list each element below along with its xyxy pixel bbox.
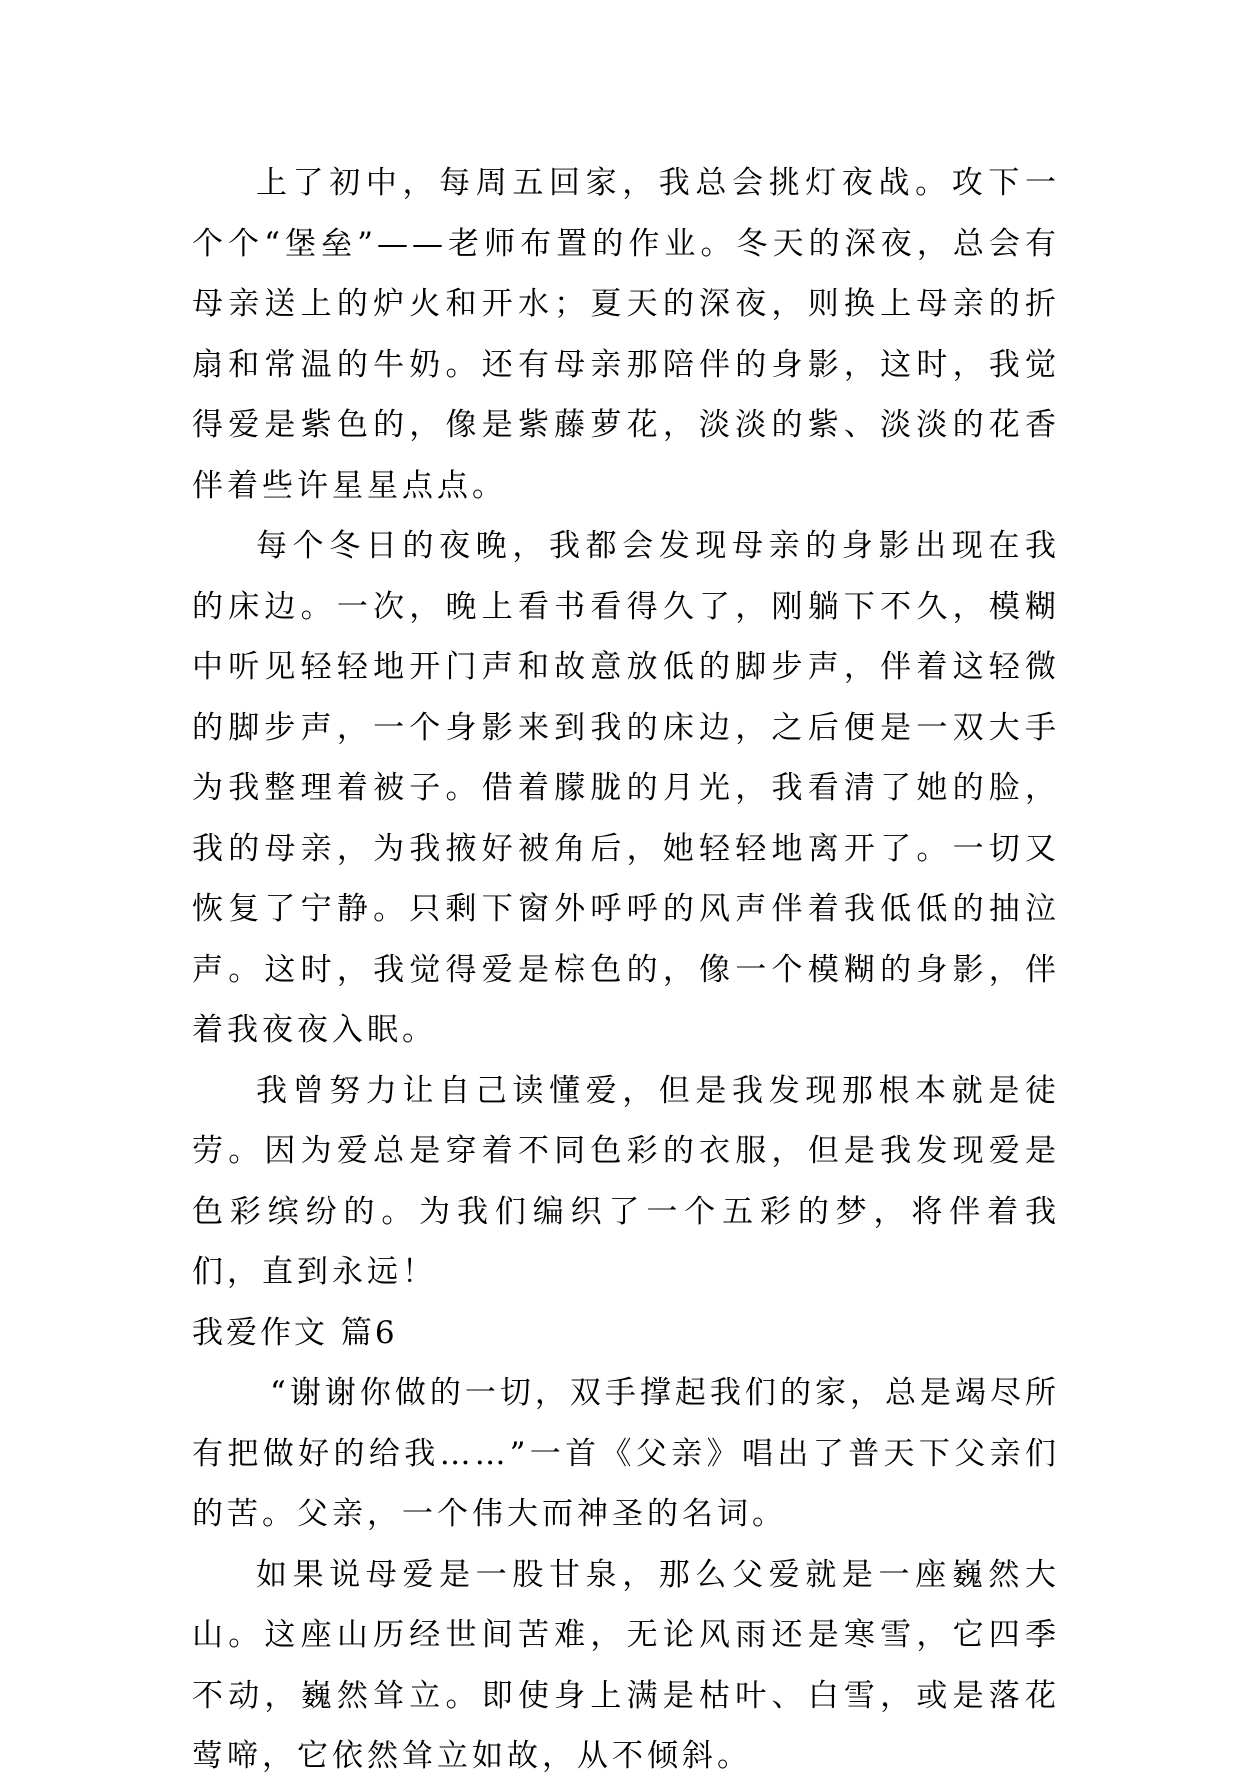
document-body	[192, 153, 1060, 1787]
paragraph-father-song: “谢谢你做的一切，双手撑起我们的家，总是竭尽所有把做好的给我……”一首《父亲》唱出了普天下父亲们的苦。父亲，一个伟大而神圣的名词。	[192, 1375, 1060, 1532]
paragraph-brown-love: 每个冬日的夜晚，我都会发现母亲的身影出现在我的床边。一次，晚上看书看得久了，刚躺下不久，模糊中听见轻轻地开门声和故意放低的脚步声，伴着这轻微的脚步声，一个身影来到我的床边，之后便是一双大手为我整理着被子。借着朦胧的月光，我看清了她的脸，我的母亲，为我掖好被角后，她轻轻地离开了。一切又恢复了宁静。只剩下窗外呼呼的风声伴着我低低的抽泣声。这时，我觉得爱是棕色的，像一个模糊的身影，伴着我夜夜入眠。	[192, 528, 1060, 1048]
paragraph-purple-love: 上了初中，每周五回家，我总会挑灯夜战。攻下一个个“堡垒”——老师布置的作业。冬天的深夜，总会有母亲送上的炉火和开水；夏天的深夜，则换上母亲的折扇和常温的牛奶。还有母亲那陪伴的身影，这时，我觉得爱是紫色的，像是紫藤萝花，淡淡的紫、淡淡的花香伴着些许星星点点。	[192, 165, 1060, 504]
paragraph-colorful-love: 我曾努力让自己读懂爱，但是我发现那根本就是徒劳。因为爱总是穿着不同色彩的衣服，但是我发现爱是色彩缤纷的。为我们编织了一个五彩的梦，将伴着我们，直到永远！	[192, 1072, 1060, 1290]
paragraph-father-mountain: 如果说母爱是一股甘泉，那么父爱就是一座巍然大山。这座山历经世间苦难，无论风雨还是寒雪，它四季不动，巍然耸立。即使身上满是枯叶、白雪，或是落花莺啼，它依然耸立如故，从不倾斜。	[192, 1556, 1060, 1774]
section-heading: 我爱作文 篇6	[192, 1314, 398, 1351]
